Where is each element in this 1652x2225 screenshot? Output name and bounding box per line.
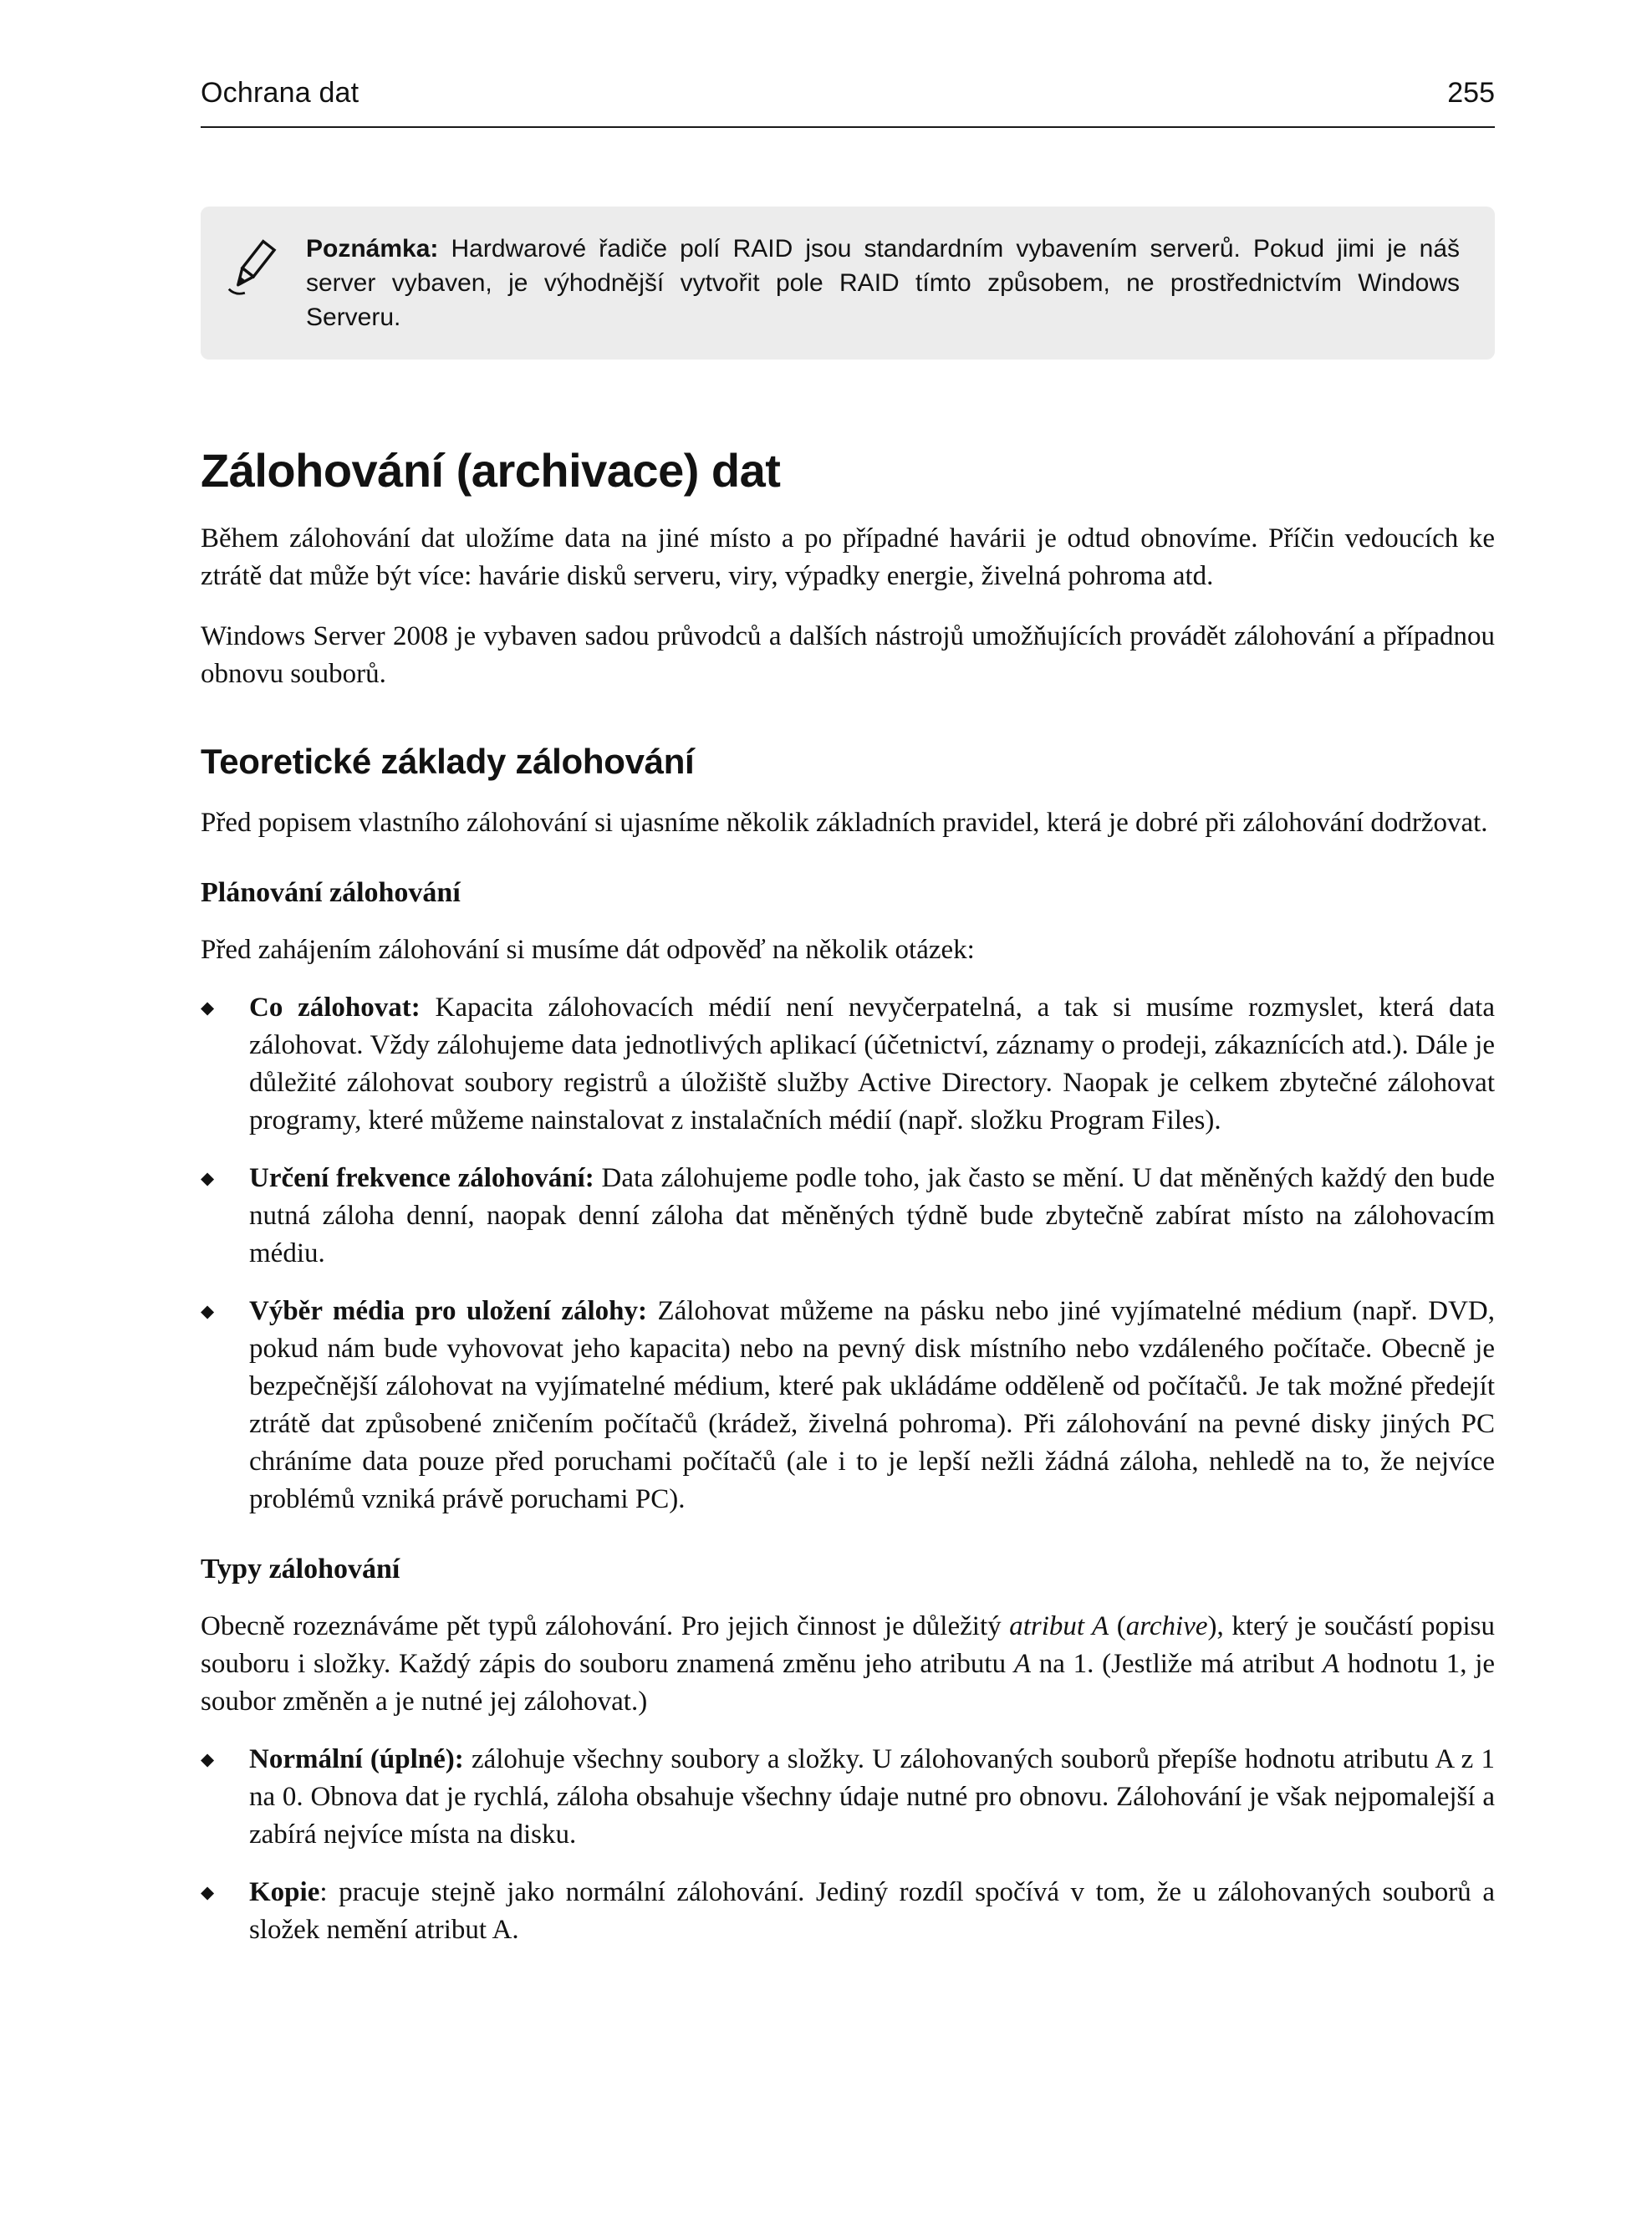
list-item-label: Kopie [249,1877,320,1907]
page-header [201,77,1495,128]
types-lead-seg-italic: A [1013,1649,1031,1679]
types-lead-seg-italic: A [1322,1649,1340,1679]
planning-bullet-list [201,989,1495,1518]
pencil-icon [223,238,283,303]
note-text [306,232,1460,334]
section-heading-theory: Teoretické základy zálohování [201,742,695,781]
list-item-label: Co zálohovat: [249,993,421,1023]
subsection-heading-planning: Plánování zálohování [201,877,461,908]
intro-paragraph-2: Windows Server 2008 je vybaven sadou průvodců a dalších nástrojů umožňujících provádět zálohování a případnou obnovu souborů. [201,621,1495,689]
note-box [201,207,1495,360]
list-item-label: Určení frekvence zálohování: [249,1163,594,1193]
running-title: Ochrana dat [201,77,359,109]
types-lead-seg: ( [1109,1611,1126,1641]
note-body-text: Hardwarové řadiče polí RAID jsou standardním vybavením serverů. Pokud jimi je náš server vybaven, je výhodnější vytvořit pole RAID tímto způsobem, ne prostřednictvím Windows Serveru. [306,235,1460,331]
list-item [201,989,1495,1140]
diamond-bullet-icon: ◆ [201,1882,215,1902]
diamond-bullet-icon: ◆ [201,1749,215,1769]
types-lead-seg: hodnotu 1, je soubor změněn a je nutné jej zálohovat.) [201,1649,1496,1717]
list-item-text [249,1874,1495,1949]
note-icon-cell [201,232,306,303]
page-title: Zálohování (archivace) dat [201,444,781,497]
types-lead-seg-italic: atribut A [1009,1611,1109,1641]
list-item-text [249,1741,1495,1854]
types-bullet-list [201,1741,1495,1949]
list-item-body: : pracuje stejně jako normální zálohování. Jediný rozdíl spočívá v tom, že u zálohovaných souborů a složek nemění atribut A. [249,1877,1495,1945]
subsection-heading-types: Typy zálohování [201,1554,400,1585]
section-lead: Před popisem vlastního zálohování si ujasníme několik základních pravidel, která je dobré při zálohování dodržovat. [201,808,1488,838]
diamond-bullet-icon: ◆ [201,1168,215,1188]
page-number: 255 [1447,77,1495,109]
note-label: Poznámka: [306,235,439,263]
types-lead-seg: na 1. (Jestliže má atribut [1030,1649,1323,1679]
types-lead-seg: Obecně rozeznáváme pět typů zálohování. Pro jejich činnost je důležitý [201,1611,1010,1641]
list-item [201,1293,1495,1518]
diamond-bullet-icon: ◆ [201,998,215,1018]
intro-paragraph-1: Během zálohování dat uložíme data na jiné místo a po případné havárii je odtud obnovíme. Příčin vedoucích ke ztrátě dat může být více: havárie disků serveru, viry, výpadky energie, živelná pohroma atd. [201,523,1495,591]
list-item-text [249,989,1495,1140]
list-item-body: Kapacita zálohovacích médií není nevyčerpatelná, a tak si musíme rozmyslet, která data zálohovat. Vždy zálohujeme data jednotlivých aplikací (účetnictví, záznamy o prodeji, zákaznících atd.). Dále je důležité zálohovat soubory registrů a úložiště služby Active Directory. Naopak je celkem zbytečné zálohovat programy, které můžeme nainstalovat z instalačních médií (např. složku Program Files). [249,993,1495,1135]
list-item-text [249,1293,1495,1518]
list-item-body: zálohuje všechny soubory a složky. U zálohovaných souborů přepíše hodnotu atributu A z 1 na 0. Obnova dat je rychlá, záloha obsahuje všechny údaje nutné pro obnovu. Zálohování je však nejpomalejší a zabírá nejvíce místa na disku. [249,1744,1495,1850]
types-lead-seg-italic: archive [1125,1611,1208,1641]
list-item [201,1160,1495,1273]
list-item [201,1874,1495,1949]
list-item-label: Výběr média pro uložení zálohy: [249,1296,647,1326]
list-item-body: Data zálohujeme podle toho, jak často se mění. U dat měněných každý den bude nutná záloha denní, naopak denní záloha dat měněných týdně bude zbytečně zabírat místo na zálohovacím médiu. [249,1163,1495,1268]
list-item-body: Zálohovat můžeme na pásku nebo jiné vyjímatelné médium (např. DVD, pokud nám bude vyhovovat jeho kapacita) nebo na pevný disk místního nebo vzdáleného počítače. Obecně je bezpečnější zálohovat na vyjímatelné médium, které pak ukládáme odděleně od počítačů. Je tak možné předejít ztrátě dat způsobené zničením počítačů (krádež, živelná pohroma). Při zálohování na pevné disky jiných PC chráníme data pouze před poruchami počítačů (ale i to je lepší nežli žádná záloha, nehledě na to, že nejvíce problémů vzniká právě poruchami PC). [249,1296,1495,1514]
list-item [201,1741,1495,1854]
types-lead-paragraph [201,1608,1495,1721]
planning-lead: Před zahájením zálohování si musíme dát odpověď na několik otázek: [201,935,975,965]
list-item-label: Normální (úplné): [249,1744,464,1774]
types-lead-seg: ), který je součástí popisu souboru i složky. Každý zápis do souboru znamená změnu jeho atributu [201,1611,1495,1679]
list-item-text [249,1160,1495,1273]
diamond-bullet-icon: ◆ [201,1301,215,1321]
